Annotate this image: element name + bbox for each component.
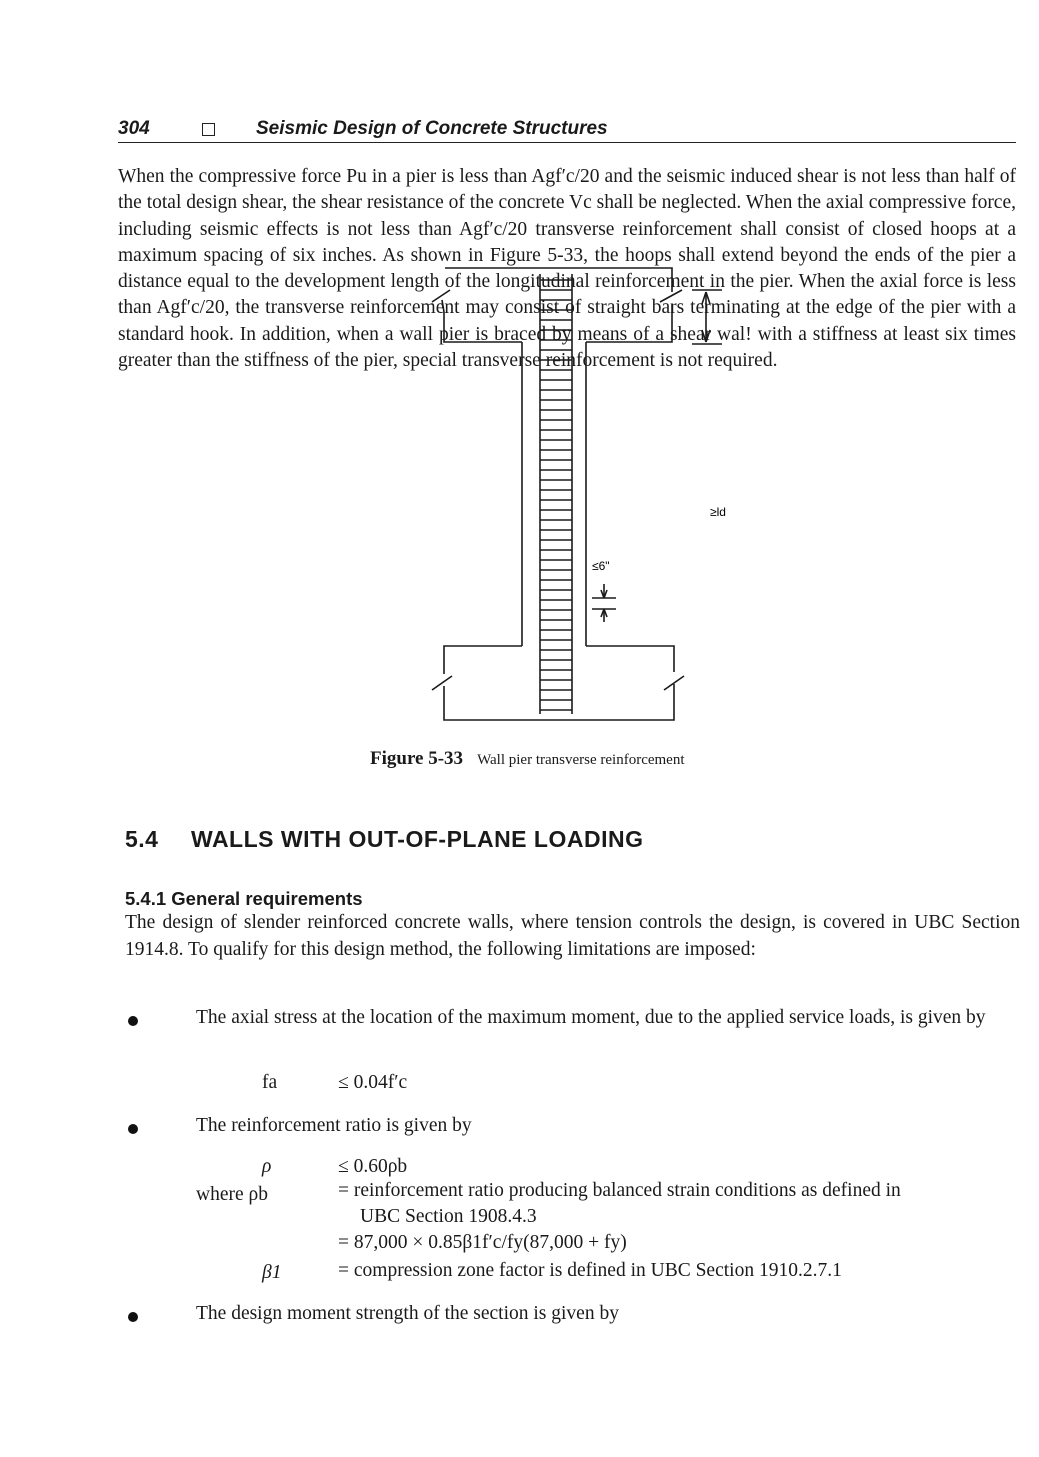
page-number: 304 [118, 118, 150, 139]
section-number: 5.4 [125, 826, 159, 852]
bullet-marker [128, 1016, 138, 1026]
equation-rho-lhs: ρ [262, 1156, 272, 1177]
subsection-number: 5.4.1 [125, 888, 167, 909]
equation-rhob-line-1: = reinforcement ratio producing balanced strain conditions as defined in [338, 1180, 901, 1201]
figure-caption [370, 748, 685, 770]
equation-rhob-rhs [338, 1178, 1008, 1256]
equation-rhob-line-2: UBC Section 1908.4.3 [360, 1206, 537, 1227]
bullet-marker [128, 1312, 138, 1322]
bullet-text-1 [196, 1004, 1022, 1031]
equation-fa-lhs: fa [262, 1072, 278, 1093]
wall-pier-diagram [420, 262, 750, 722]
equation-beta-lhs: β1 [262, 1262, 282, 1283]
hoop-ties [540, 280, 572, 710]
bullet-text-content: The axial stress at the location of the maximum moment, due to the applied service loads, is given by [196, 1007, 986, 1028]
ld-label: ≥ld [710, 505, 726, 519]
equation-rho-rhs: ≤ 0.60ρb [338, 1156, 408, 1177]
section-title: WALLS WITH OUT-OF-PLANE LOADING [191, 826, 644, 852]
figure-caption-label: Figure 5-33 [370, 748, 464, 769]
header-square-icon [202, 123, 215, 136]
bullet-marker [128, 1124, 138, 1134]
general-paragraph-text: The design of slender reinforced concrete walls, where tension controls the design, is covered in UBC Section 1914.8. To qualify for this design method, the following limitations are imposed: [125, 912, 1020, 960]
subsection-title: General requirements [171, 888, 363, 909]
section-heading [125, 826, 643, 853]
bullet-text-3 [196, 1300, 1022, 1327]
bullet-text-content: The design moment strength of the section is given by [196, 1303, 619, 1324]
subsection-heading [125, 888, 363, 910]
spacing-label: ≤6" [592, 559, 610, 573]
bullet-text-content: The reinforcement ratio is given by [196, 1115, 472, 1136]
running-title: Seismic Design of Concrete Structures [256, 118, 608, 139]
general-paragraph [125, 910, 1020, 963]
equation-beta-rhs: = compression zone factor is defined in UBC Section 1910.2.7.1 [338, 1260, 842, 1281]
figure-caption-text: Wall pier transverse reinforcement [477, 752, 685, 768]
intro-paragraph-text: When the compressive force Pu in a pier is less than Agf′c/20 and the seismic induced shear is not less than half of the total design shear, the shear resistance of the concrete Vc shall be neglected. When the axial compressive force, including seismic effects is not less than Agf′c/20 transverse reinforcement shall consist of closed hoops at a maximum spacing of six inches. As shown in Figure 5-33, the hoops shall extend beyond the ends of the pier a distance equal to the development length of the longitudinal reinforcement in the pier. When the axial force is less than Agf′c/20, the transverse reinforcement may consist of straight bars terminating at the edge of the pier with a standard hook. In addition, when a wall pier is braced by means of a shear wal! with a stiffness at least six times greater than the stiffness of the pier, special transverse reinforcement is not required. [118, 166, 1016, 372]
page-header [118, 118, 1016, 143]
equation-rhob-line-3: = 87,000 × 0.85β1f′c/fy(87,000 + fy) [338, 1232, 627, 1253]
bullet-text-2 [196, 1112, 1022, 1139]
figure-wall-pier [420, 262, 750, 722]
equation-rhob-lhs: where ρb [196, 1184, 268, 1205]
equation-fa-rhs: ≤ 0.04f′c [338, 1072, 408, 1093]
